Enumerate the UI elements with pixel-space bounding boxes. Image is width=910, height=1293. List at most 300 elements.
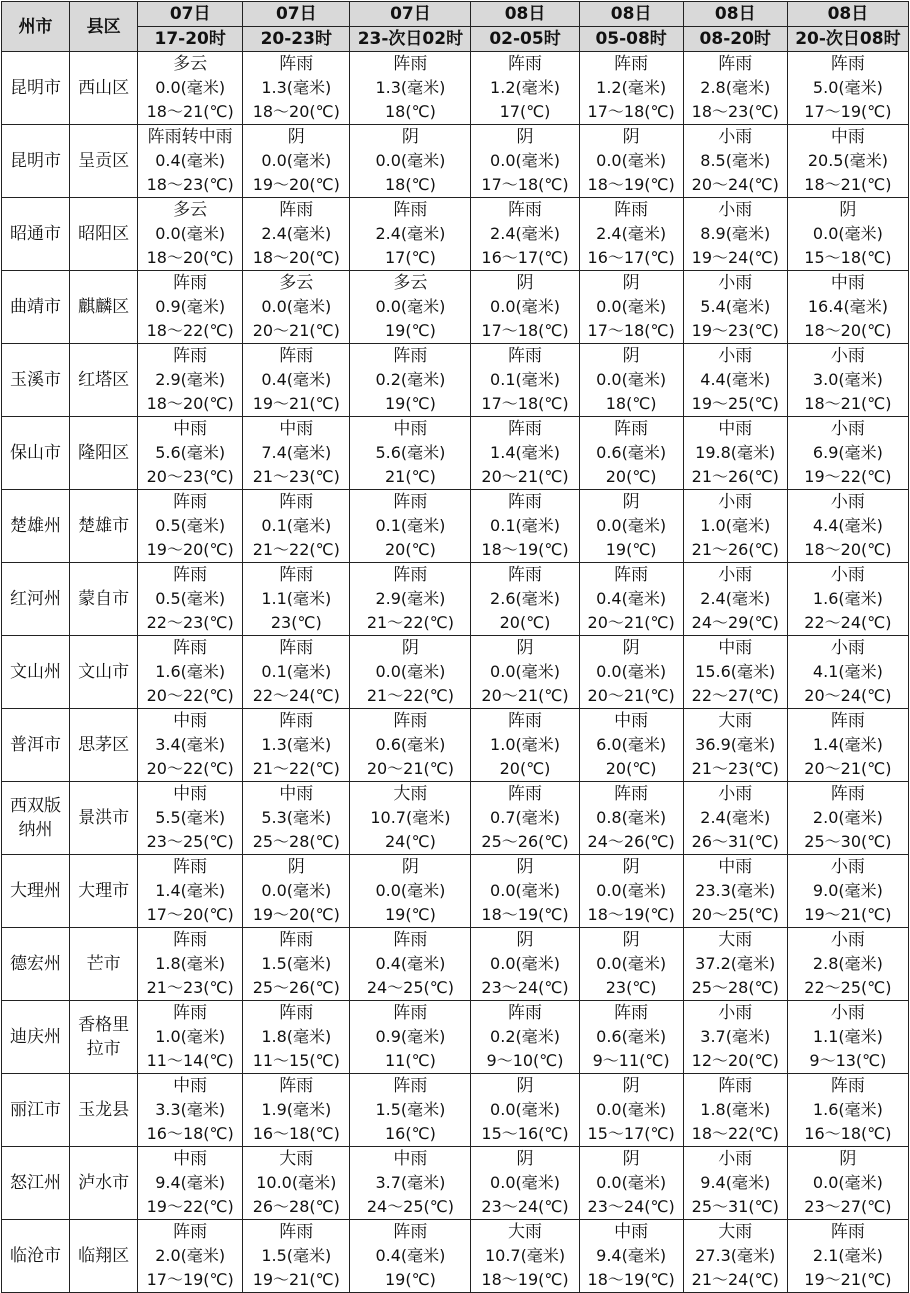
temperature-range: 23～25(℃) bbox=[146, 832, 234, 851]
temperature-range: 20(℃) bbox=[499, 613, 551, 632]
county-cell: 楚雄市 bbox=[70, 490, 138, 563]
rainfall-value: 23.3(毫米) bbox=[695, 881, 776, 900]
weather-text: 阵雨 bbox=[279, 1003, 314, 1023]
forecast-cell bbox=[787, 271, 908, 344]
weather-text: 多云 bbox=[173, 54, 208, 74]
rainfall-value: 7.4(毫米) bbox=[261, 443, 332, 462]
temperature-range: 18～20(℃) bbox=[804, 321, 892, 340]
forecast-cell bbox=[471, 1147, 579, 1220]
temperature-range: 18～23(℃) bbox=[691, 102, 779, 121]
forecast-cell bbox=[787, 1220, 908, 1293]
temperature-range: 19～21(℃) bbox=[804, 905, 892, 924]
rainfall-value: 8.9(毫米) bbox=[700, 224, 771, 243]
county-cell: 泸水市 bbox=[70, 1147, 138, 1220]
table-header bbox=[2, 2, 909, 52]
rainfall-value: 2.1(毫米) bbox=[812, 1246, 883, 1265]
weather-text: 阵雨 bbox=[393, 1003, 428, 1023]
forecast-cell bbox=[471, 1074, 579, 1147]
temperature-range: 21～24(℃) bbox=[691, 1270, 779, 1289]
forecast-cell bbox=[471, 1220, 579, 1293]
rainfall-value: 0.0(毫米) bbox=[261, 151, 332, 170]
forecast-cell bbox=[683, 271, 787, 344]
period-date-header: 07日 bbox=[243, 2, 350, 27]
weather-text: 阵雨 bbox=[508, 419, 543, 439]
forecast-cell bbox=[350, 1074, 471, 1147]
forecast-cell bbox=[243, 344, 350, 417]
weather-text: 中雨 bbox=[614, 711, 649, 731]
prefecture-cell: 临沧市 bbox=[2, 1220, 70, 1293]
weather-text: 阵雨 bbox=[279, 346, 314, 366]
rainfall-value: 1.3(毫米) bbox=[261, 735, 332, 754]
temperature-range: 20～23(℃) bbox=[146, 467, 234, 486]
temperature-range: 19～21(℃) bbox=[804, 1270, 892, 1289]
temperature-range: 17～18(℃) bbox=[587, 102, 675, 121]
temperature-range: 23～27(℃) bbox=[804, 1197, 892, 1216]
weather-text: 阵雨 bbox=[614, 54, 649, 74]
rainfall-value: 1.6(毫米) bbox=[812, 1100, 883, 1119]
temperature-range: 15～18(℃) bbox=[804, 248, 892, 267]
temperature-range: 22～24(℃) bbox=[804, 613, 892, 632]
period-date-header: 08日 bbox=[579, 2, 683, 27]
weather-text: 多云 bbox=[173, 200, 208, 220]
weather-text: 小雨 bbox=[830, 857, 865, 877]
temperature-range: 20(℃) bbox=[605, 467, 657, 486]
weather-text: 阵雨 bbox=[173, 492, 208, 512]
temperature-range: 18～19(℃) bbox=[481, 905, 569, 924]
weather-text: 阵雨 bbox=[393, 200, 428, 220]
forecast-cell bbox=[579, 1074, 683, 1147]
rainfall-value: 1.3(毫米) bbox=[375, 78, 446, 97]
temperature-range: 20(℃) bbox=[499, 759, 551, 778]
rainfall-value: 6.0(毫米) bbox=[596, 735, 667, 754]
forecast-cell bbox=[243, 1074, 350, 1147]
temperature-range: 16～17(℃) bbox=[481, 248, 569, 267]
temperature-range: 21～22(℃) bbox=[366, 613, 454, 632]
forecast-cell bbox=[243, 563, 350, 636]
temperature-range: 17～18(℃) bbox=[481, 321, 569, 340]
county-cell: 西山区 bbox=[70, 52, 138, 125]
temperature-range: 18～19(℃) bbox=[587, 175, 675, 194]
weather-text: 阵雨 bbox=[830, 711, 865, 731]
weather-text: 阵雨 bbox=[508, 346, 543, 366]
weather-text: 阴 bbox=[622, 1149, 640, 1169]
temperature-range: 19(℃) bbox=[385, 394, 436, 413]
weather-text: 大雨 bbox=[718, 1222, 753, 1242]
rainfall-value: 0.9(毫米) bbox=[375, 1027, 446, 1046]
forecast-cell bbox=[243, 271, 350, 344]
temperature-range: 23～24(℃) bbox=[481, 978, 569, 997]
rainfall-value: 0.0(毫米) bbox=[490, 1173, 560, 1192]
temperature-range: 20～22(℃) bbox=[146, 686, 234, 705]
temperature-range: 17～18(℃) bbox=[481, 175, 569, 194]
weather-text: 阵雨 bbox=[279, 638, 314, 658]
temperature-range: 21～23(℃) bbox=[691, 759, 779, 778]
rainfall-value: 37.2(毫米) bbox=[695, 954, 776, 973]
weather-text: 小雨 bbox=[718, 565, 753, 585]
weather-text: 中雨 bbox=[173, 1076, 208, 1096]
rainfall-value: 2.8(毫米) bbox=[812, 954, 883, 973]
rainfall-value: 1.8(毫米) bbox=[700, 1100, 771, 1119]
weather-text: 中雨 bbox=[718, 638, 753, 658]
temperature-range: 11～15(℃) bbox=[252, 1051, 340, 1070]
forecast-cell bbox=[243, 1001, 350, 1074]
weather-text: 中雨 bbox=[279, 784, 314, 804]
county-cell: 昭阳区 bbox=[70, 198, 138, 271]
temperature-range: 20～21(℃) bbox=[252, 321, 340, 340]
rainfall-value: 0.8(毫米) bbox=[596, 808, 667, 827]
forecast-cell bbox=[787, 490, 908, 563]
period-time-header: 17-20时 bbox=[138, 27, 243, 52]
forecast-cell bbox=[350, 1147, 471, 1220]
rainfall-value: 3.4(毫米) bbox=[155, 735, 226, 754]
rainfall-value: 2.4(毫米) bbox=[375, 224, 446, 243]
prefecture-cell: 红河州 bbox=[2, 563, 70, 636]
rainfall-value: 1.8(毫米) bbox=[261, 1027, 332, 1046]
prefecture-cell: 普洱市 bbox=[2, 709, 70, 782]
weather-text: 阵雨 bbox=[393, 54, 428, 74]
temperature-range: 17～20(℃) bbox=[146, 905, 234, 924]
forecast-table bbox=[1, 1, 909, 1293]
rainfall-value: 0.0(毫米) bbox=[812, 1173, 883, 1192]
temperature-range: 21～22(℃) bbox=[252, 540, 340, 559]
rainfall-value: 0.0(毫米) bbox=[596, 151, 667, 170]
rainfall-value: 2.9(毫米) bbox=[375, 589, 446, 608]
temperature-range: 15～17(℃) bbox=[587, 1124, 675, 1143]
rainfall-value: 0.4(毫米) bbox=[261, 370, 332, 389]
forecast-cell bbox=[350, 709, 471, 782]
forecast-cell bbox=[683, 125, 787, 198]
forecast-cell bbox=[787, 855, 908, 928]
prefecture-cell: 西双版纳州 bbox=[2, 782, 70, 855]
forecast-cell bbox=[787, 52, 908, 125]
temperature-range: 19(℃) bbox=[385, 321, 436, 340]
forecast-cell bbox=[471, 636, 579, 709]
forecast-cell bbox=[243, 855, 350, 928]
rainfall-value: 1.0(毫米) bbox=[490, 735, 560, 754]
temperature-range: 18～20(℃) bbox=[252, 248, 340, 267]
forecast-cell bbox=[138, 1147, 243, 1220]
forecast-cell bbox=[471, 52, 579, 125]
weather-text: 阴 bbox=[622, 346, 640, 366]
rainfall-value: 0.4(毫米) bbox=[155, 151, 226, 170]
rainfall-value: 2.4(毫米) bbox=[700, 808, 771, 827]
weather-text: 阵雨 bbox=[173, 857, 208, 877]
rainfall-value: 5.5(毫米) bbox=[155, 808, 226, 827]
rainfall-value: 4.1(毫米) bbox=[812, 662, 883, 681]
temperature-range: 25～30(℃) bbox=[804, 832, 892, 851]
weather-text: 阵雨 bbox=[614, 419, 649, 439]
rainfall-value: 0.0(毫米) bbox=[596, 297, 667, 316]
rainfall-value: 5.6(毫米) bbox=[375, 443, 446, 462]
temperature-range: 19～21(℃) bbox=[252, 1270, 340, 1289]
forecast-cell bbox=[138, 709, 243, 782]
temperature-range: 18～20(℃) bbox=[146, 394, 234, 413]
temperature-range: 20～24(℃) bbox=[804, 686, 892, 705]
forecast-cell bbox=[350, 125, 471, 198]
rainfall-value: 0.1(毫米) bbox=[490, 370, 560, 389]
temperature-range: 20～21(℃) bbox=[587, 613, 675, 632]
forecast-cell bbox=[579, 928, 683, 1001]
forecast-cell bbox=[683, 490, 787, 563]
forecast-cell bbox=[471, 271, 579, 344]
forecast-cell bbox=[579, 636, 683, 709]
rainfall-value: 0.0(毫米) bbox=[490, 881, 560, 900]
rainfall-value: 3.7(毫米) bbox=[375, 1173, 446, 1192]
rainfall-value: 1.4(毫米) bbox=[812, 735, 883, 754]
weather-text: 阴 bbox=[516, 127, 534, 147]
temperature-range: 15～16(℃) bbox=[481, 1124, 569, 1143]
weather-text: 阴 bbox=[401, 127, 419, 147]
rainfall-value: 2.0(毫米) bbox=[812, 808, 883, 827]
temperature-range: 19～20(℃) bbox=[252, 175, 340, 194]
county-cell: 芒市 bbox=[70, 928, 138, 1001]
weather-text: 阵雨 bbox=[718, 1076, 753, 1096]
weather-text: 阴 bbox=[516, 930, 534, 950]
forecast-cell bbox=[350, 1220, 471, 1293]
weather-text: 阴 bbox=[287, 127, 305, 147]
rainfall-value: 3.0(毫米) bbox=[812, 370, 883, 389]
header-row-times bbox=[2, 27, 909, 52]
forecast-cell bbox=[683, 563, 787, 636]
weather-text: 阵雨 bbox=[173, 638, 208, 658]
temperature-range: 18～21(℃) bbox=[804, 394, 892, 413]
rainfall-value: 4.4(毫米) bbox=[812, 516, 883, 535]
table-row bbox=[2, 855, 909, 928]
rainfall-value: 1.4(毫米) bbox=[490, 443, 560, 462]
forecast-cell bbox=[579, 1001, 683, 1074]
weather-text: 阵雨 bbox=[614, 784, 649, 804]
temperature-range: 24～29(℃) bbox=[691, 613, 779, 632]
temperature-range: 23(℃) bbox=[270, 613, 322, 632]
period-time-header: 23-次日02时 bbox=[350, 27, 471, 52]
temperature-range: 18～19(℃) bbox=[587, 905, 675, 924]
temperature-range: 19(℃) bbox=[385, 1270, 436, 1289]
weather-text: 阵雨 bbox=[173, 1222, 208, 1242]
temperature-range: 18(℃) bbox=[385, 175, 436, 194]
temperature-range: 16～18(℃) bbox=[146, 1124, 234, 1143]
prefecture-cell: 迪庆州 bbox=[2, 1001, 70, 1074]
weather-text: 阵雨 bbox=[614, 200, 649, 220]
temperature-range: 23(℃) bbox=[605, 978, 657, 997]
temperature-range: 25～28(℃) bbox=[252, 832, 340, 851]
temperature-range: 20～22(℃) bbox=[146, 759, 234, 778]
rainfall-value: 10.7(毫米) bbox=[370, 808, 451, 827]
forecast-cell bbox=[243, 1220, 350, 1293]
forecast-cell bbox=[683, 636, 787, 709]
forecast-cell bbox=[350, 563, 471, 636]
rainfall-value: 0.1(毫米) bbox=[490, 516, 560, 535]
rainfall-value: 0.6(毫米) bbox=[375, 735, 446, 754]
weather-text: 大雨 bbox=[279, 1149, 314, 1169]
table-body bbox=[2, 52, 909, 1293]
rainfall-value: 5.3(毫米) bbox=[261, 808, 332, 827]
forecast-cell bbox=[138, 1220, 243, 1293]
forecast-cell bbox=[138, 563, 243, 636]
temperature-range: 19～21(℃) bbox=[252, 394, 340, 413]
forecast-cell bbox=[243, 198, 350, 271]
weather-text: 阴 bbox=[287, 857, 305, 877]
temperature-range: 11(℃) bbox=[385, 1051, 436, 1070]
weather-text: 阵雨 bbox=[508, 565, 543, 585]
forecast-cell bbox=[138, 636, 243, 709]
forecast-cell bbox=[579, 198, 683, 271]
forecast-cell bbox=[138, 198, 243, 271]
temperature-range: 18～21(℃) bbox=[146, 102, 234, 121]
weather-text: 阴 bbox=[516, 1076, 534, 1096]
rainfall-value: 0.0(毫米) bbox=[375, 151, 446, 170]
weather-text: 阵雨 bbox=[173, 273, 208, 293]
table-row bbox=[2, 490, 909, 563]
rainfall-value: 0.5(毫米) bbox=[155, 589, 226, 608]
forecast-cell bbox=[787, 344, 908, 417]
forecast-cell bbox=[243, 52, 350, 125]
county-cell: 大理市 bbox=[70, 855, 138, 928]
forecast-cell bbox=[579, 1220, 683, 1293]
rainfall-value: 3.3(毫米) bbox=[155, 1100, 226, 1119]
weather-text: 阵雨 bbox=[393, 711, 428, 731]
temperature-range: 22～27(℃) bbox=[691, 686, 779, 705]
rainfall-value: 2.4(毫米) bbox=[261, 224, 332, 243]
temperature-range: 18～23(℃) bbox=[146, 175, 234, 194]
temperature-range: 16(℃) bbox=[385, 1124, 436, 1143]
rainfall-value: 0.0(毫米) bbox=[261, 297, 332, 316]
weather-text: 阵雨 bbox=[279, 711, 314, 731]
forecast-cell bbox=[471, 928, 579, 1001]
temperature-range: 19～25(℃) bbox=[691, 394, 779, 413]
forecast-cell bbox=[350, 636, 471, 709]
temperature-range: 17～19(℃) bbox=[804, 102, 892, 121]
rainfall-value: 8.5(毫米) bbox=[700, 151, 771, 170]
weather-text: 大雨 bbox=[718, 930, 753, 950]
forecast-cell bbox=[471, 782, 579, 855]
forecast-cell bbox=[579, 490, 683, 563]
table-row bbox=[2, 344, 909, 417]
temperature-range: 20～21(℃) bbox=[481, 467, 569, 486]
weather-text: 大雨 bbox=[718, 711, 753, 731]
prefecture-cell: 昆明市 bbox=[2, 125, 70, 198]
forecast-cell bbox=[787, 1001, 908, 1074]
weather-text: 阵雨 bbox=[508, 200, 543, 220]
table-row bbox=[2, 1001, 909, 1074]
forecast-cell bbox=[579, 782, 683, 855]
forecast-cell bbox=[138, 782, 243, 855]
forecast-cell bbox=[471, 344, 579, 417]
forecast-cell bbox=[138, 125, 243, 198]
temperature-range: 24(℃) bbox=[385, 832, 436, 851]
forecast-cell bbox=[787, 928, 908, 1001]
temperature-range: 25～26(℃) bbox=[252, 978, 340, 997]
weather-text: 小雨 bbox=[830, 1003, 865, 1023]
table-row bbox=[2, 1074, 909, 1147]
county-column-header: 县区 bbox=[70, 2, 138, 52]
prefecture-cell: 德宏州 bbox=[2, 928, 70, 1001]
rainfall-value: 4.4(毫米) bbox=[700, 370, 771, 389]
period-date-header: 07日 bbox=[350, 2, 471, 27]
temperature-range: 21～22(℃) bbox=[252, 759, 340, 778]
rainfall-value: 0.6(毫米) bbox=[596, 443, 667, 462]
forecast-cell bbox=[787, 1147, 908, 1220]
weather-text: 中雨 bbox=[173, 1149, 208, 1169]
temperature-range: 9～11(℃) bbox=[592, 1051, 670, 1070]
prefecture-cell: 丽江市 bbox=[2, 1074, 70, 1147]
table-row bbox=[2, 782, 909, 855]
rainfall-value: 0.7(毫米) bbox=[490, 808, 560, 827]
temperature-range: 23～24(℃) bbox=[587, 1197, 675, 1216]
forecast-cell bbox=[787, 125, 908, 198]
forecast-cell bbox=[579, 344, 683, 417]
weather-text: 中雨 bbox=[173, 419, 208, 439]
rainfall-value: 0.0(毫米) bbox=[596, 1173, 667, 1192]
rainfall-value: 1.8(毫米) bbox=[155, 954, 226, 973]
forecast-cell bbox=[138, 344, 243, 417]
rainfall-value: 0.0(毫米) bbox=[596, 516, 667, 535]
table-row bbox=[2, 636, 909, 709]
forecast-cell bbox=[243, 709, 350, 782]
rainfall-value: 1.6(毫米) bbox=[155, 662, 226, 681]
temperature-range: 19～24(℃) bbox=[691, 248, 779, 267]
temperature-range: 26～28(℃) bbox=[252, 1197, 340, 1216]
temperature-range: 21(℃) bbox=[385, 467, 436, 486]
weather-text: 阵雨转中雨 bbox=[147, 127, 233, 147]
temperature-range: 17(℃) bbox=[385, 248, 436, 267]
temperature-range: 22～24(℃) bbox=[252, 686, 340, 705]
period-date-header: 08日 bbox=[787, 2, 908, 27]
temperature-range: 20(℃) bbox=[605, 759, 657, 778]
temperature-range: 24～25(℃) bbox=[366, 978, 454, 997]
temperature-range: 20～21(℃) bbox=[481, 686, 569, 705]
weather-text: 阵雨 bbox=[830, 1222, 865, 1242]
temperature-range: 18～20(℃) bbox=[804, 540, 892, 559]
forecast-cell bbox=[350, 52, 471, 125]
forecast-cell bbox=[471, 198, 579, 271]
rainfall-value: 0.0(毫米) bbox=[375, 662, 446, 681]
temperature-range: 9～10(℃) bbox=[486, 1051, 564, 1070]
county-cell: 香格里拉市 bbox=[70, 1001, 138, 1074]
temperature-range: 18(℃) bbox=[605, 394, 657, 413]
temperature-range: 23～24(℃) bbox=[481, 1197, 569, 1216]
rainfall-value: 0.9(毫米) bbox=[155, 297, 226, 316]
forecast-cell bbox=[683, 855, 787, 928]
weather-text: 中雨 bbox=[393, 419, 428, 439]
rainfall-value: 36.9(毫米) bbox=[695, 735, 776, 754]
weather-text: 阵雨 bbox=[830, 1076, 865, 1096]
rainfall-value: 2.8(毫米) bbox=[700, 78, 771, 97]
weather-text: 大雨 bbox=[393, 784, 428, 804]
forecast-cell bbox=[579, 855, 683, 928]
weather-text: 阵雨 bbox=[393, 1076, 428, 1096]
rainfall-value: 0.0(毫米) bbox=[596, 1100, 667, 1119]
temperature-range: 18～20(℃) bbox=[146, 248, 234, 267]
weather-text: 阴 bbox=[516, 273, 534, 293]
forecast-cell bbox=[683, 344, 787, 417]
weather-text: 阵雨 bbox=[393, 492, 428, 512]
forecast-cell bbox=[350, 417, 471, 490]
rainfall-value: 10.7(毫米) bbox=[484, 1246, 566, 1265]
weather-text: 阵雨 bbox=[508, 711, 543, 731]
weather-text: 中雨 bbox=[173, 711, 208, 731]
temperature-range: 19(℃) bbox=[385, 905, 436, 924]
weather-text: 阵雨 bbox=[279, 930, 314, 950]
rainfall-value: 5.0(毫米) bbox=[812, 78, 883, 97]
county-cell: 蒙自市 bbox=[70, 563, 138, 636]
forecast-cell bbox=[471, 855, 579, 928]
rainfall-value: 1.2(毫米) bbox=[490, 78, 560, 97]
table-row bbox=[2, 125, 909, 198]
weather-text: 阵雨 bbox=[830, 784, 865, 804]
table-row bbox=[2, 1220, 909, 1293]
forecast-cell bbox=[471, 417, 579, 490]
forecast-cell bbox=[787, 417, 908, 490]
